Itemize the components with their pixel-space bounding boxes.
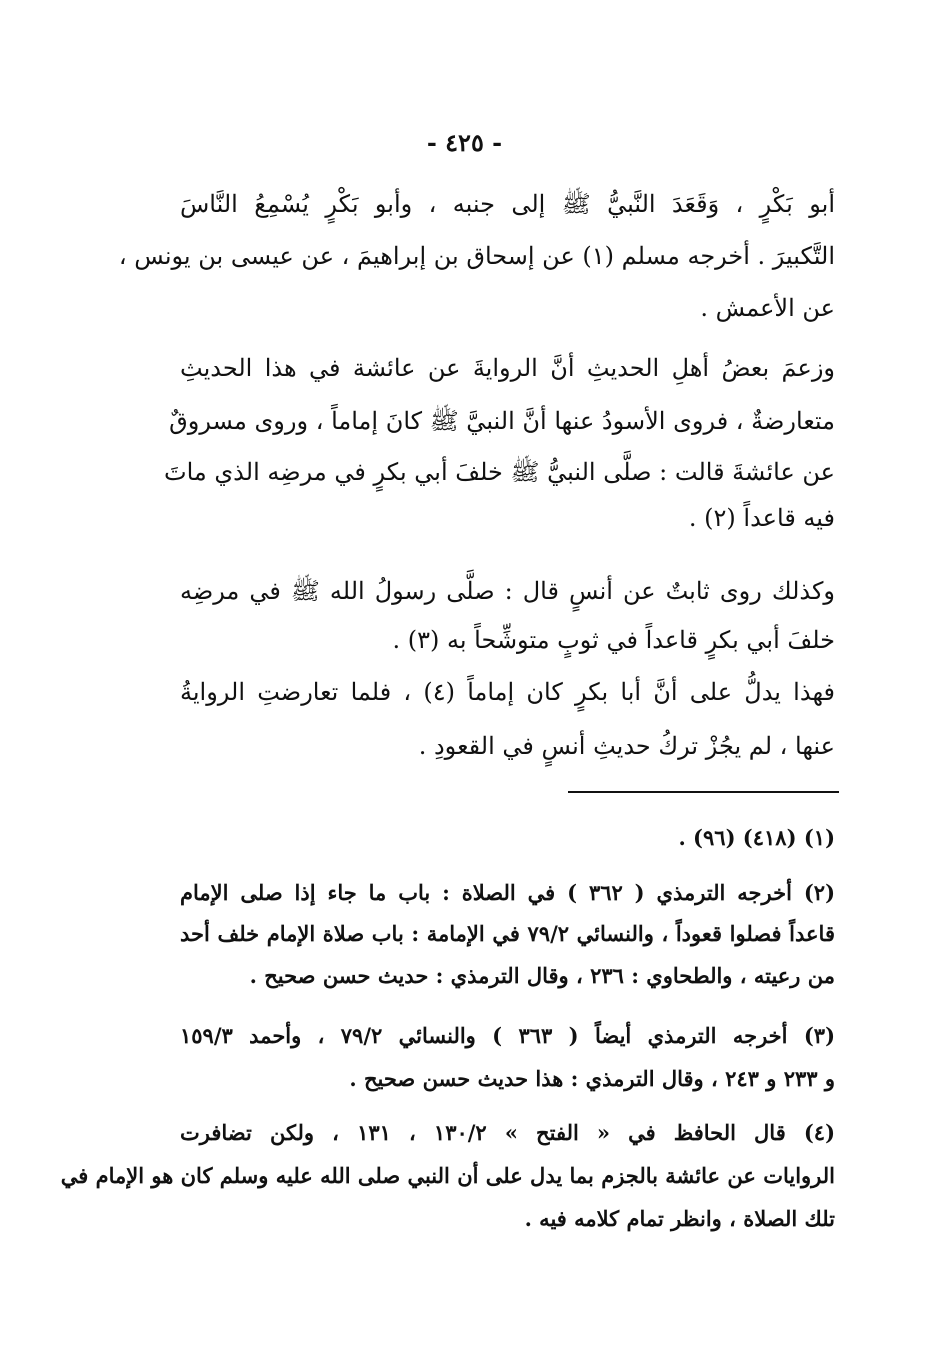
- body-line: عن الأعمش .: [700, 294, 835, 322]
- body-line: التَّكبيرَ . أخرجه مسلم (١) عن إسحاق بن إبراهيمَ ، عن عيسى بن يونس ،: [118, 242, 835, 270]
- footnote-line: من رعيته ، والطحاوي : ٢٣٦ ، وقال الترمذي : حديث حسن صحيح .: [249, 963, 835, 988]
- body-line: خلفَ أبي بكرٍ قاعداً في ثوبٍ متوشِّحاً به (٣) .: [392, 626, 835, 654]
- body-line: عنها ، لم يجُزْ تركُ حديثِ أنسٍ في القعودِ .: [418, 732, 835, 760]
- footnote-line: قاعداً فصلوا قعوداً ، والنسائي ٧٩/٢ في الإمامة : باب صلاة الإمام خلف أحد: [180, 921, 835, 946]
- footnote-line: (١) (٤١٨) (٩٦) .: [678, 825, 835, 850]
- footnote-separator: [568, 791, 839, 793]
- body-line: متعارضةٌ ، فروى الأسودُ عنها أنَّ النبيَّ ﷺ كانَ إماماً ، وروى مسروقٌ: [169, 407, 835, 435]
- body-line: عن عائشةَ قالت : صلَّى النبيُّ ﷺ خلفَ أبي بكرٍ في مرضِه الذي ماتَ: [164, 458, 835, 486]
- footnote-line: تلك الصلاة ، وانظر تمام كلامه فيه .: [524, 1206, 835, 1231]
- body-line: أبو بَكْرٍ ، وَقَعَدَ النَّبيُّ ﷺ إلى جنبه ، وأبو بَكْرٍ يُسْمِعُ النَّاسَ: [180, 190, 835, 218]
- footnote-line: (٢) أخرجه الترمذي ( ٣٦٢ ) في الصلاة : باب ما جاء إذا صلى الإمام: [180, 880, 835, 905]
- footnote-line: (٤) قال الحافظ في « الفتح » ١٣٠/٢ ، ١٣١ ، ولكن تضافرت: [180, 1120, 836, 1145]
- body-line: فهذا يدلُّ على أنَّ أبا بكرٍ كان إماماً (٤) ، فلما تعارضتِ الروايةُ: [180, 678, 835, 706]
- footnote-line: الروايات عن عائشة بالجزم بما يدل على أن النبي صلى الله عليه وسلم كان هو الإمام في: [60, 1163, 835, 1188]
- footnote-line: (٣) أخرجه الترمذي أيضاً ( ٣٦٣ ) والنسائي ٧٩/٢ ، وأحمد ١٥٩/٣: [180, 1023, 835, 1048]
- body-line: وزعمَ بعضُ أهلِ الحديثِ أنَّ الروايةَ عن عائشة في هذا الحديثِ: [180, 354, 836, 382]
- footnote-line: و ٢٣٣ و ٢٤٣ ، وقال الترمذي : هذا حديث حسن صحيح .: [349, 1066, 835, 1091]
- page-number: - ٤٢٥ -: [426, 128, 503, 157]
- body-line: فيه قاعداً (٢) .: [688, 504, 835, 532]
- body-line: وكذلك روى ثابتٌ عن أنسٍ قال : صلَّى رسولُ الله ﷺ في مرضِه: [180, 577, 835, 605]
